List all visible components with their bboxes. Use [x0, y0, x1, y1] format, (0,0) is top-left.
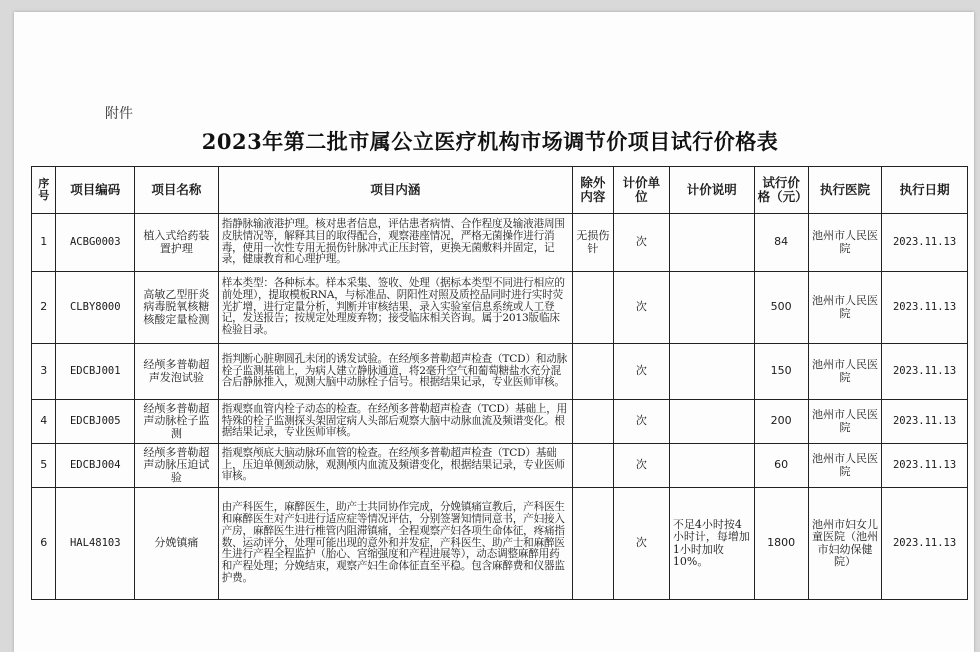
cell-content: 指静脉输液港护理。核对患者信息，评估患者病情、合作程度及输液港周围皮肤情况等，解释其目的取得配合，观察港座情况，严格无菌操作进行消毒，使用一次性专用无损伤针脉冲式正压封管，更换无菌敷料并固定，记录，健康教育和心理护理。	[218, 214, 572, 272]
header-name: 项目名称	[135, 167, 219, 214]
cell-date: 2023.11.13	[882, 344, 968, 400]
cell-note	[669, 444, 754, 488]
cell-seq: 1	[32, 214, 56, 272]
cell-code: ACBG0003	[56, 214, 135, 272]
table-row	[32, 444, 968, 488]
table-header-row	[32, 167, 968, 214]
cell-hospital: 池州市人民医院	[808, 344, 881, 400]
cell-note	[669, 400, 754, 444]
cell-note	[669, 344, 754, 400]
cell-unit: 次	[613, 488, 669, 600]
cell-seq: 6	[32, 488, 56, 600]
cell-excluded	[572, 400, 613, 444]
cell-hospital: 池州市人民医院	[808, 400, 881, 444]
header-seq: 序号	[32, 167, 56, 214]
cell-seq: 2	[32, 272, 56, 344]
cell-content: 由产科医生，麻醉医生，助产士共同协作完成，分娩镇痛宣教后，产科医生和麻醉医生对产妇进行适应症等情况评估，分别签署知情同意书，产妇接入产房，麻醉医生进行椎管内阻滞镇痛，全程观察产妇各项生命体征，疼痛指数、运动评分，处理可能出现的意外和并发症，产科医生、助产士和麻醉医生进行产程全程监护（胎心、宫缩强度和产程进展等），动态调整麻醉用药和产程处理；分娩结束，观察产妇生命体征直至平稳。包含麻醉费和仪器监护费。	[218, 488, 572, 600]
cell-unit: 次	[613, 344, 669, 400]
price-table	[31, 166, 968, 600]
cell-code: CLBY8000	[56, 272, 135, 344]
cell-name: 经颅多普勒超声发泡试验	[135, 344, 219, 400]
cell-unit: 次	[613, 400, 669, 444]
table-row	[32, 400, 968, 444]
header-code: 项目编码	[56, 167, 135, 214]
cell-hospital: 池州市人民医院	[808, 444, 881, 488]
cell-code: HAL48103	[56, 488, 135, 600]
cell-seq: 5	[32, 444, 56, 488]
header-unit: 计价单位	[613, 167, 669, 214]
cell-seq: 3	[32, 344, 56, 400]
cell-date: 2023.11.13	[882, 272, 968, 344]
cell-excluded	[572, 444, 613, 488]
cell-date: 2023.11.13	[882, 214, 968, 272]
cell-name: 经颅多普勒超声动脉压迫试验	[135, 444, 219, 488]
cell-note	[669, 272, 754, 344]
cell-price: 150	[754, 344, 808, 400]
cell-content: 指判断心脏卵圆孔未闭的诱发试验。在经颅多普勒超声检查（TCD）和动脉栓子监测基础上，为病人建立静脉通道，将2毫升空气和葡萄糖盐水充分混合后静脉推入，观测大脑中动脉栓子信号。根据结果记录，专业医师审核。	[218, 344, 572, 400]
cell-date: 2023.11.13	[882, 400, 968, 444]
cell-content: 样本类型：各种标本。样本采集、签收、处理（据标本类型不同进行相应的前处理），提取模板RNA，与标准品、阴阳性对照及质控品同时进行实时荧光扩增，进行定量分析，判断并审核结果，录入实验室信息系统或人工登记，发送报告；按规定处理废弃物；接受临床相关咨询。属于2013版临床检验目录。	[218, 272, 572, 344]
cell-code: EDCBJ004	[56, 444, 135, 488]
cell-unit: 次	[613, 444, 669, 488]
cell-price: 84	[754, 214, 808, 272]
cell-price: 200	[754, 400, 808, 444]
table-row	[32, 488, 968, 600]
cell-code: EDCBJ005	[56, 400, 135, 444]
cell-price: 1800	[754, 488, 808, 600]
cell-date: 2023.11.13	[882, 444, 968, 488]
cell-excluded	[572, 272, 613, 344]
cell-note	[669, 214, 754, 272]
cell-code: EDCBJ001	[56, 344, 135, 400]
cell-hospital: 池州市妇女儿童医院（池州市妇幼保健院）	[808, 488, 881, 600]
cell-price: 60	[754, 444, 808, 488]
cell-name: 经颅多普勒超声动脉栓子监测	[135, 400, 219, 444]
header-date: 执行日期	[882, 167, 968, 214]
table-row	[32, 214, 968, 272]
cell-name: 高敏乙型肝炎病毒脱氧核糖核酸定量检测	[135, 272, 219, 344]
cell-content: 指观察血管内栓子动态的检查。在经颅多普勒超声检查（TCD）基础上，用特殊的栓子监测探头架固定病人头部后观察大脑中动脉血流及频谱变化。根据结果记录，专业医师审核。	[218, 400, 572, 444]
cell-content: 指观察颅底大脑动脉环血管的检查。在经颅多普勒超声检查（TCD）基础上，压迫单侧颈动脉，观测颅内血流及频谱变化，根据结果记录，专业医师审核。	[218, 444, 572, 488]
cell-name: 分娩镇痛	[135, 488, 219, 600]
document-title: 2023年第二批市属公立医疗机构市场调节价项目试行价格表	[201, 129, 779, 154]
cell-hospital: 池州市人民医院	[808, 272, 881, 344]
header-excluded: 除外内容	[572, 167, 613, 214]
cell-note: 不足4小时按4小时计，每增加1小时加收10%。	[669, 488, 754, 600]
cell-seq: 4	[32, 400, 56, 444]
cell-hospital: 池州市人民医院	[808, 214, 881, 272]
header-note: 计价说明	[669, 167, 754, 214]
cell-price: 500	[754, 272, 808, 344]
cell-unit: 次	[613, 214, 669, 272]
cell-date: 2023.11.13	[882, 488, 968, 600]
table-row	[32, 344, 968, 400]
header-content: 项目内涵	[218, 167, 572, 214]
header-hospital: 执行医院	[808, 167, 881, 214]
cell-excluded	[572, 344, 613, 400]
cell-unit: 次	[613, 272, 669, 344]
table-row	[32, 272, 968, 344]
cell-excluded: 无损伤针	[572, 214, 613, 272]
cell-excluded	[572, 488, 613, 600]
annex-label: 附件	[105, 106, 133, 122]
header-price: 试行价格（元）	[754, 167, 808, 214]
cell-name: 植入式给药装置护理	[135, 214, 219, 272]
